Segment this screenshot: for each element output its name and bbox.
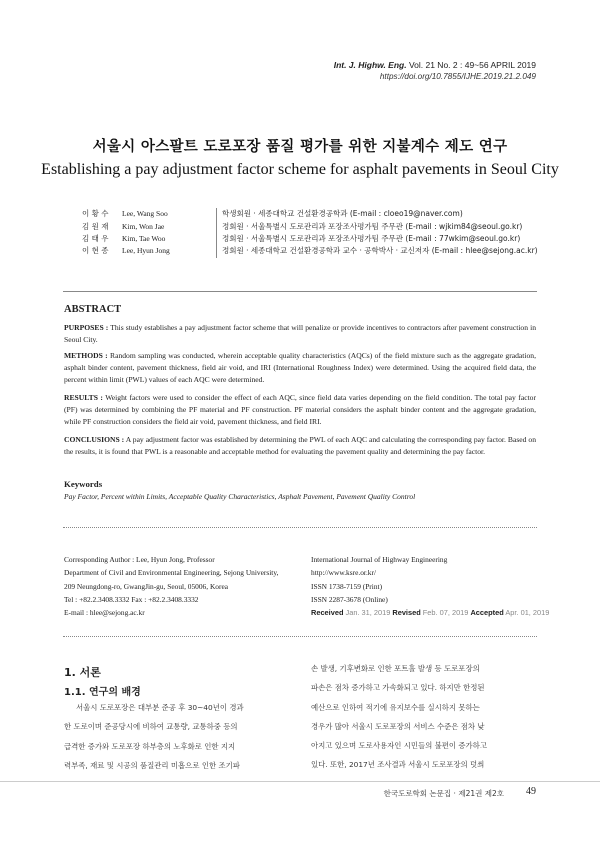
conclusions-text: A pay adjustment factor was established by determining the PWL of each AQC and calculating the corresponding pay factor. Based on the results, it is found that PWL is a reasonable and acceptable method for evaluating the pavement quality and determining the pay factor.: [64, 435, 536, 456]
author-affiliation: 정회원 · 서울특별시 도로관리과 포장조사평가팀 주무관 (E-mail : 77wkim@seoul.go.kr): [222, 234, 521, 243]
author-divider: [216, 208, 217, 258]
corresponding-author: Corresponding Author : Lee, Hyun Jong, Professor: [64, 555, 215, 564]
results-text: Weight factors were used to consider the effect of each AQC, since field data varies depending on the field condition. The total pay factor (PF) was determined by combining the PF material and PF construction. PF material considers the asphalt binder content and the aggregate gradation, while PF construction considers the field air void, pavement thickness, and field IRI.: [64, 393, 537, 426]
accepted-date: Apr. 01, 2019: [503, 608, 550, 618]
methods-label: METHODS :: [64, 351, 108, 360]
conclusions-label: CONCLUSIONS :: [64, 435, 125, 444]
body-line: 있다. 또한, 2017년 조사결과 서울시 도로포장의 덧씌: [311, 760, 485, 770]
body-line: 예산으로 인하여 적기에 유지보수를 실시하지 못하는: [311, 702, 480, 712]
subsection-heading: 1.1. 연구의 배경: [64, 687, 141, 698]
body-line: 아지고 있으며 도로사용자인 시민들의 불편이 증가하고: [311, 741, 487, 751]
abstract-methods: [64, 350, 536, 386]
title-english: Establishing a pay adjustment factor scheme for asphalt pavements in Seoul City: [41, 161, 559, 178]
purposes-text: This study establishes a pay adjustment factor scheme that will penalize or provide incentives to contractors after pavement construction in Seoul City.: [64, 323, 537, 344]
author-korean-name: 이 현 종: [82, 246, 109, 255]
info-bottom-rule: [63, 636, 537, 637]
received-date: Jan. 31, 2019: [343, 608, 393, 618]
body-line: 한 도로이며 준공당시에 비하여 교통량, 교통하중 등의: [64, 722, 238, 732]
author-department: Department of Civil and Environmental Engineering, Sejong University,: [64, 568, 279, 578]
body-column-right: [311, 659, 487, 775]
section-heading: 1. 서론: [64, 666, 101, 679]
author-address: 209 Neungdong-ro, GwangJin-gu, Seoul, 05006, Korea: [64, 581, 229, 591]
author-email[interactable]: E-mail : hlee@sejong.ac.kr: [64, 608, 145, 618]
author-english-name: Lee, Hyun Jong: [122, 246, 170, 255]
body-line: 파손은 점차 증가하고 가속화되고 있다. 하지만 한정된: [311, 683, 485, 693]
author-english-name: Kim, Won Jae: [122, 222, 165, 231]
page-number: 49: [526, 786, 536, 797]
body-line: 급격한 증가와 도로포장 하부층의 노후화로 인한 지지: [64, 741, 236, 751]
body-column-left: [64, 698, 244, 775]
journal-info-block: [311, 553, 549, 619]
revised-label: Revised: [392, 608, 421, 618]
keywords-heading: Keywords: [64, 479, 103, 489]
correspondence-block: [64, 553, 278, 619]
received-label: Received: [311, 608, 344, 618]
purposes-label: PURPOSES :: [64, 323, 109, 332]
doi-link[interactable]: https://doi.org/10.7855/IJHE.2019.21.2.049: [379, 72, 536, 81]
abstract-conclusions: [64, 434, 536, 458]
journal-full-name: International Journal of Highway Engineering: [311, 555, 448, 564]
abstract-top-rule: [63, 291, 537, 292]
journal-url[interactable]: http://www.ksre.or.kr/: [311, 568, 377, 578]
author-affiliation: 학생회원 · 세종대학교 건설환경공학과 (E-mail : cloeo19@naver.com): [222, 209, 463, 218]
author-affiliation: 정회원 · 서울특별시 도로관리과 포장조사평가팀 주무관 (E-mail : wjkim84@seoul.go.kr): [222, 222, 523, 231]
body-line: 력부족, 재료 및 시공의 품질관리 미흡으로 인한 조기파: [64, 760, 240, 770]
revised-date: Feb. 07, 2019: [420, 608, 471, 618]
title-korean: 서울시 아스팔트 도로포장 품질 평가를 위한 지불계수 제도 연구: [92, 139, 508, 155]
abstract-purposes: [64, 322, 536, 346]
body-line: 경우가 많아 서울시 도로포장의 서비스 수준은 점차 낮: [311, 721, 485, 731]
author-korean-name: 김 원 재: [82, 222, 109, 231]
author-korean-name: 이 황 수: [82, 209, 109, 218]
issn-online: ISSN 2287-3678 (Online): [311, 594, 388, 604]
keywords-list: Pay Factor, Percent within Limits, Acceptable Quality Characteristics, Asphalt Pavement, Pavement Quality Control: [64, 492, 416, 501]
submission-dates: [311, 606, 549, 619]
footer-journal: 한국도로학회 논문집 · 제21권 제2호: [383, 789, 504, 798]
author-korean-name: 김 태 우: [82, 234, 109, 243]
methods-text: Random sampling was conducted, wherein acceptable quality characteristics (AQCs) of the field mixture such as the aggregate gradation, asphalt binder content, pavement thickness, field air void, and IRI (International Roughness Index) were determined. Using the acquired field data, the percent within limit (PWL) values of each AQC were determined.: [64, 351, 536, 384]
results-label: RESULTS :: [64, 393, 103, 402]
abstract-heading: ABSTRACT: [64, 304, 122, 315]
accepted-label: Accepted: [470, 608, 504, 618]
body-line: 서울시 도로포장은 대부분 준공 후 30~40년이 경과: [76, 703, 244, 712]
journal-volume: Vol. 21 No. 2 : 49~56 APRIL 2019: [406, 60, 536, 70]
abstract-results: [64, 392, 536, 428]
author-english-name: Kim, Tae Woo: [122, 234, 166, 243]
footer-rule: [0, 781, 600, 782]
journal-name: Int. J. Highw. Eng.: [333, 60, 407, 70]
journal-citation: [334, 60, 536, 70]
author-english-name: Lee, Wang Soo: [122, 209, 168, 218]
author-phone: Tel : +82.2.3408.3332 Fax : +82.2.3408.3332: [64, 594, 199, 604]
body-line: 손 발생, 기후변화로 인한 포트홀 발생 등 도로포장의: [311, 664, 480, 673]
issn-print: ISSN 1738-7159 (Print): [311, 581, 383, 591]
author-affiliation: 정회원 · 세종대학교 건설환경공학과 교수 · 공학박사 · 교신저자 (E-mail : hlee@sejong.ac.kr): [222, 246, 538, 255]
abstract-bottom-rule: [63, 527, 537, 528]
